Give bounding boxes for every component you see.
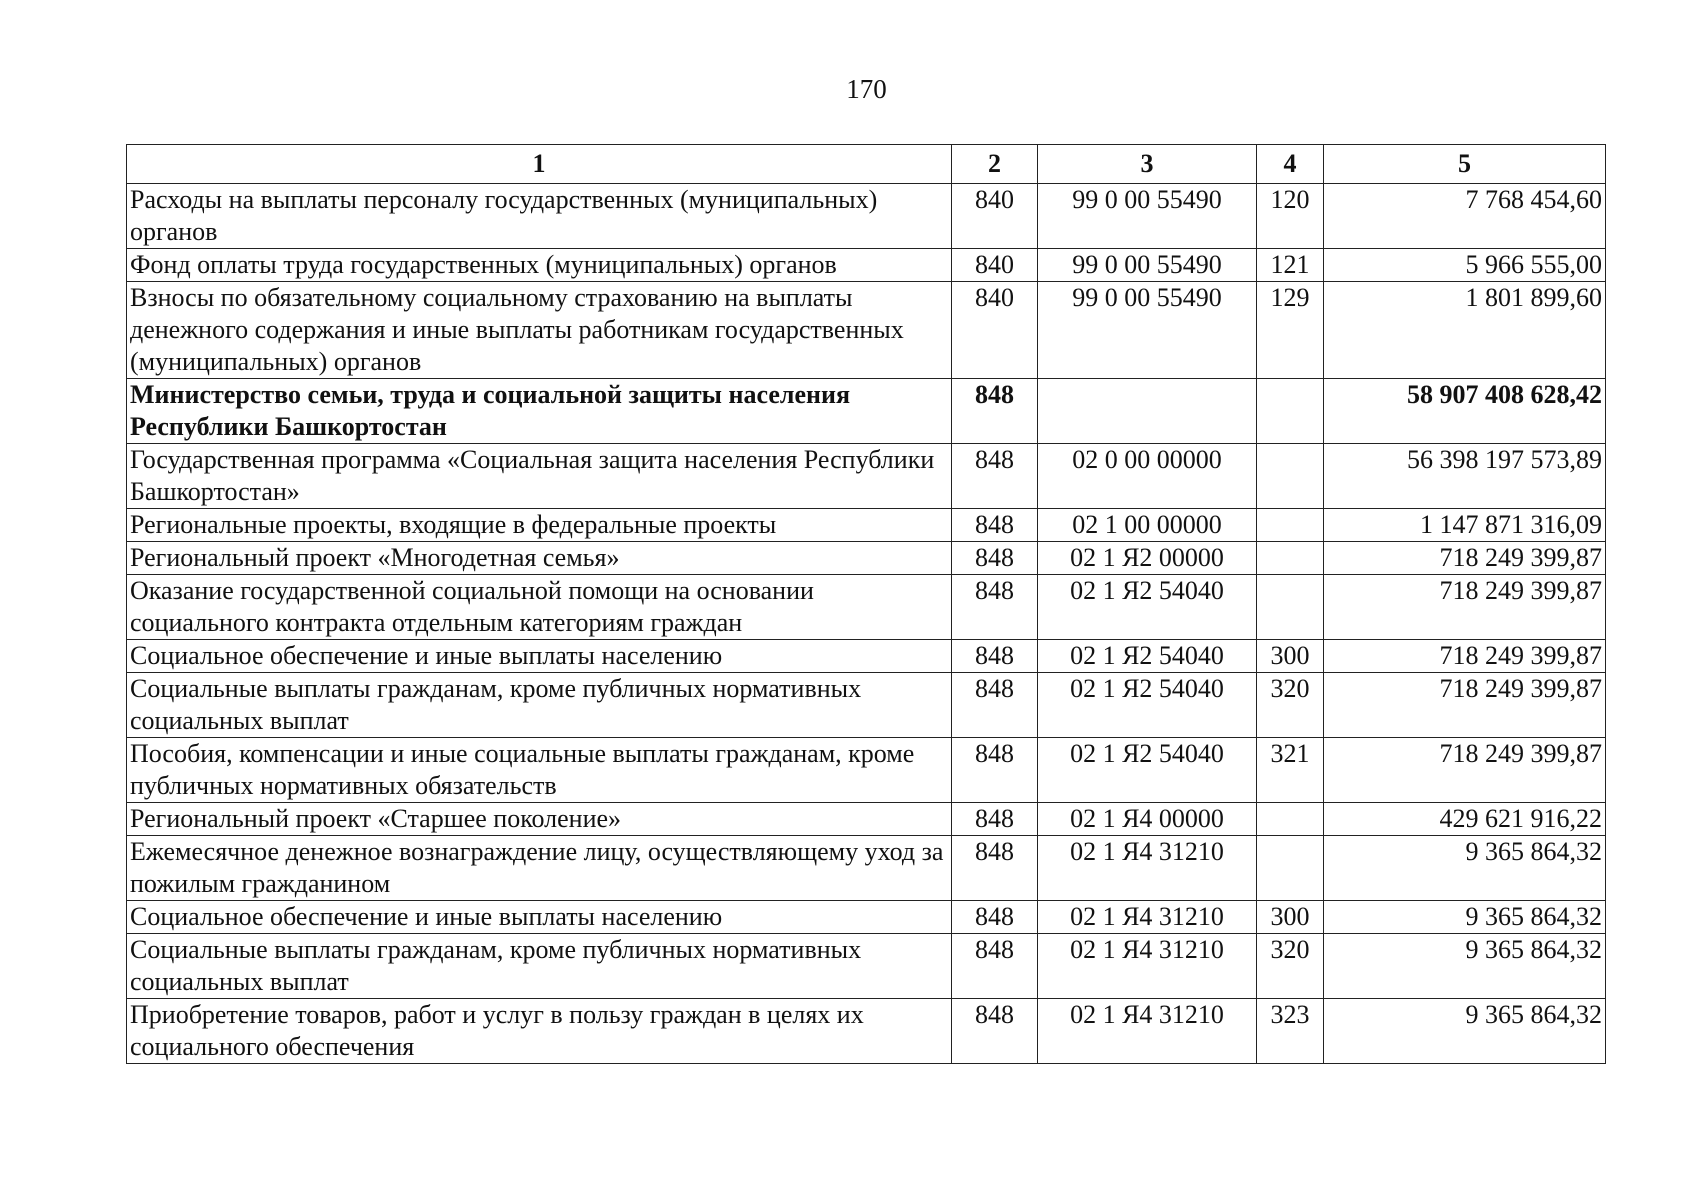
row-code-3: 02 1 Я2 00000 [1038, 542, 1257, 575]
row-code-3: 02 1 Я4 31210 [1038, 999, 1257, 1064]
row-name: Приобретение товаров, работ и услуг в пользу граждан в целях их социального обеспечения [127, 999, 952, 1064]
table-row [127, 901, 1606, 934]
row-code-2: 840 [952, 184, 1038, 249]
row-amount: 9 365 864,32 [1324, 999, 1606, 1064]
row-code-3: 02 1 Я2 54040 [1038, 673, 1257, 738]
row-name: Фонд оплаты труда государственных (муниципальных) органов [127, 249, 952, 282]
row-name: Оказание государственной социальной помощи на основании социального контракта отдельным категориям граждан [127, 575, 952, 640]
row-code-2: 848 [952, 999, 1038, 1064]
row-name: Социальное обеспечение и иные выплаты населению [127, 901, 952, 934]
row-amount: 718 249 399,87 [1324, 673, 1606, 738]
row-code-3: 02 1 00 00000 [1038, 509, 1257, 542]
row-name: Региональные проекты, входящие в федеральные проекты [127, 509, 952, 542]
table-row [127, 444, 1606, 509]
row-code-2: 848 [952, 934, 1038, 999]
row-amount: 1 801 899,60 [1324, 282, 1606, 379]
row-code-2: 848 [952, 379, 1038, 444]
row-code-2: 848 [952, 738, 1038, 803]
row-code-2: 848 [952, 803, 1038, 836]
table-row [127, 999, 1606, 1064]
row-name: Ежемесячное денежное вознаграждение лицу, осуществляющему уход за пожилым гражданином [127, 836, 952, 901]
row-code-3: 99 0 00 55490 [1038, 184, 1257, 249]
row-code-4: 121 [1257, 249, 1324, 282]
row-amount: 718 249 399,87 [1324, 738, 1606, 803]
row-name: Социальные выплаты гражданам, кроме публичных нормативных социальных выплат [127, 934, 952, 999]
row-code-4: 320 [1257, 934, 1324, 999]
row-name: Министерство семьи, труда и социальной защиты населения Республики Башкортостан [127, 379, 952, 444]
row-code-4 [1257, 575, 1324, 640]
row-name: Государственная программа «Социальная защита населения Республики Башкортостан» [127, 444, 952, 509]
column-header-1: 1 [127, 145, 952, 184]
row-code-4: 129 [1257, 282, 1324, 379]
table-row [127, 934, 1606, 999]
page-number: 170 [846, 74, 887, 104]
row-code-4 [1257, 509, 1324, 542]
row-code-4: 321 [1257, 738, 1324, 803]
row-amount: 429 621 916,22 [1324, 803, 1606, 836]
row-code-2: 848 [952, 509, 1038, 542]
row-code-2: 848 [952, 444, 1038, 509]
row-name: Расходы на выплаты персоналу государственных (муниципальных) органов [127, 184, 952, 249]
row-amount: 9 365 864,32 [1324, 901, 1606, 934]
column-header-4: 4 [1257, 145, 1324, 184]
row-code-2: 848 [952, 640, 1038, 673]
row-code-2: 848 [952, 673, 1038, 738]
row-amount: 1 147 871 316,09 [1324, 509, 1606, 542]
row-code-4: 320 [1257, 673, 1324, 738]
row-code-3: 02 1 Я2 54040 [1038, 738, 1257, 803]
row-amount: 718 249 399,87 [1324, 542, 1606, 575]
table-row [127, 640, 1606, 673]
table-header-row [127, 145, 1606, 184]
row-code-4: 300 [1257, 901, 1324, 934]
column-header-2: 2 [952, 145, 1038, 184]
row-amount: 9 365 864,32 [1324, 934, 1606, 999]
table-body [127, 184, 1606, 1064]
row-code-4: 120 [1257, 184, 1324, 249]
row-code-4: 323 [1257, 999, 1324, 1064]
table-row [127, 249, 1606, 282]
table-row [127, 803, 1606, 836]
table-row [127, 738, 1606, 803]
row-amount: 9 365 864,32 [1324, 836, 1606, 901]
row-name: Региональный проект «Старшее поколение» [127, 803, 952, 836]
row-code-2: 840 [952, 249, 1038, 282]
row-code-3: 02 1 Я4 31210 [1038, 901, 1257, 934]
row-name: Взносы по обязательному социальному страхованию на выплаты денежного содержания и иные выплаты работникам государственных (муниципальных) органов [127, 282, 952, 379]
row-code-3: 02 1 Я2 54040 [1038, 640, 1257, 673]
row-code-2: 848 [952, 575, 1038, 640]
budget-table [126, 144, 1606, 1064]
row-code-3: 99 0 00 55490 [1038, 282, 1257, 379]
row-code-2: 848 [952, 542, 1038, 575]
row-name: Социальные выплаты гражданам, кроме публичных нормативных социальных выплат [127, 673, 952, 738]
row-code-2: 840 [952, 282, 1038, 379]
row-code-4 [1257, 803, 1324, 836]
row-code-2: 848 [952, 836, 1038, 901]
row-amount: 56 398 197 573,89 [1324, 444, 1606, 509]
row-code-4 [1257, 444, 1324, 509]
row-code-3: 02 1 Я4 31210 [1038, 934, 1257, 999]
row-code-3 [1038, 379, 1257, 444]
row-amount: 718 249 399,87 [1324, 640, 1606, 673]
table-row [127, 379, 1606, 444]
row-code-4 [1257, 379, 1324, 444]
row-name: Социальное обеспечение и иные выплаты населению [127, 640, 952, 673]
row-name: Региональный проект «Многодетная семья» [127, 542, 952, 575]
row-code-3: 99 0 00 55490 [1038, 249, 1257, 282]
row-amount: 7 768 454,60 [1324, 184, 1606, 249]
row-code-4: 300 [1257, 640, 1324, 673]
row-code-3: 02 1 Я4 00000 [1038, 803, 1257, 836]
row-code-4 [1257, 836, 1324, 901]
row-amount: 5 966 555,00 [1324, 249, 1606, 282]
row-amount: 718 249 399,87 [1324, 575, 1606, 640]
row-code-3: 02 1 Я4 31210 [1038, 836, 1257, 901]
row-code-3: 02 1 Я2 54040 [1038, 575, 1257, 640]
table-row [127, 184, 1606, 249]
table-row [127, 673, 1606, 738]
table-row [127, 542, 1606, 575]
column-header-5: 5 [1324, 145, 1606, 184]
row-name: Пособия, компенсации и иные социальные выплаты гражданам, кроме публичных нормативных обязательств [127, 738, 952, 803]
column-header-3: 3 [1038, 145, 1257, 184]
row-code-2: 848 [952, 901, 1038, 934]
table-row [127, 836, 1606, 901]
row-amount: 58 907 408 628,42 [1324, 379, 1606, 444]
table-row [127, 575, 1606, 640]
row-code-3: 02 0 00 00000 [1038, 444, 1257, 509]
row-code-4 [1257, 542, 1324, 575]
table-row [127, 282, 1606, 379]
table-row [127, 509, 1606, 542]
